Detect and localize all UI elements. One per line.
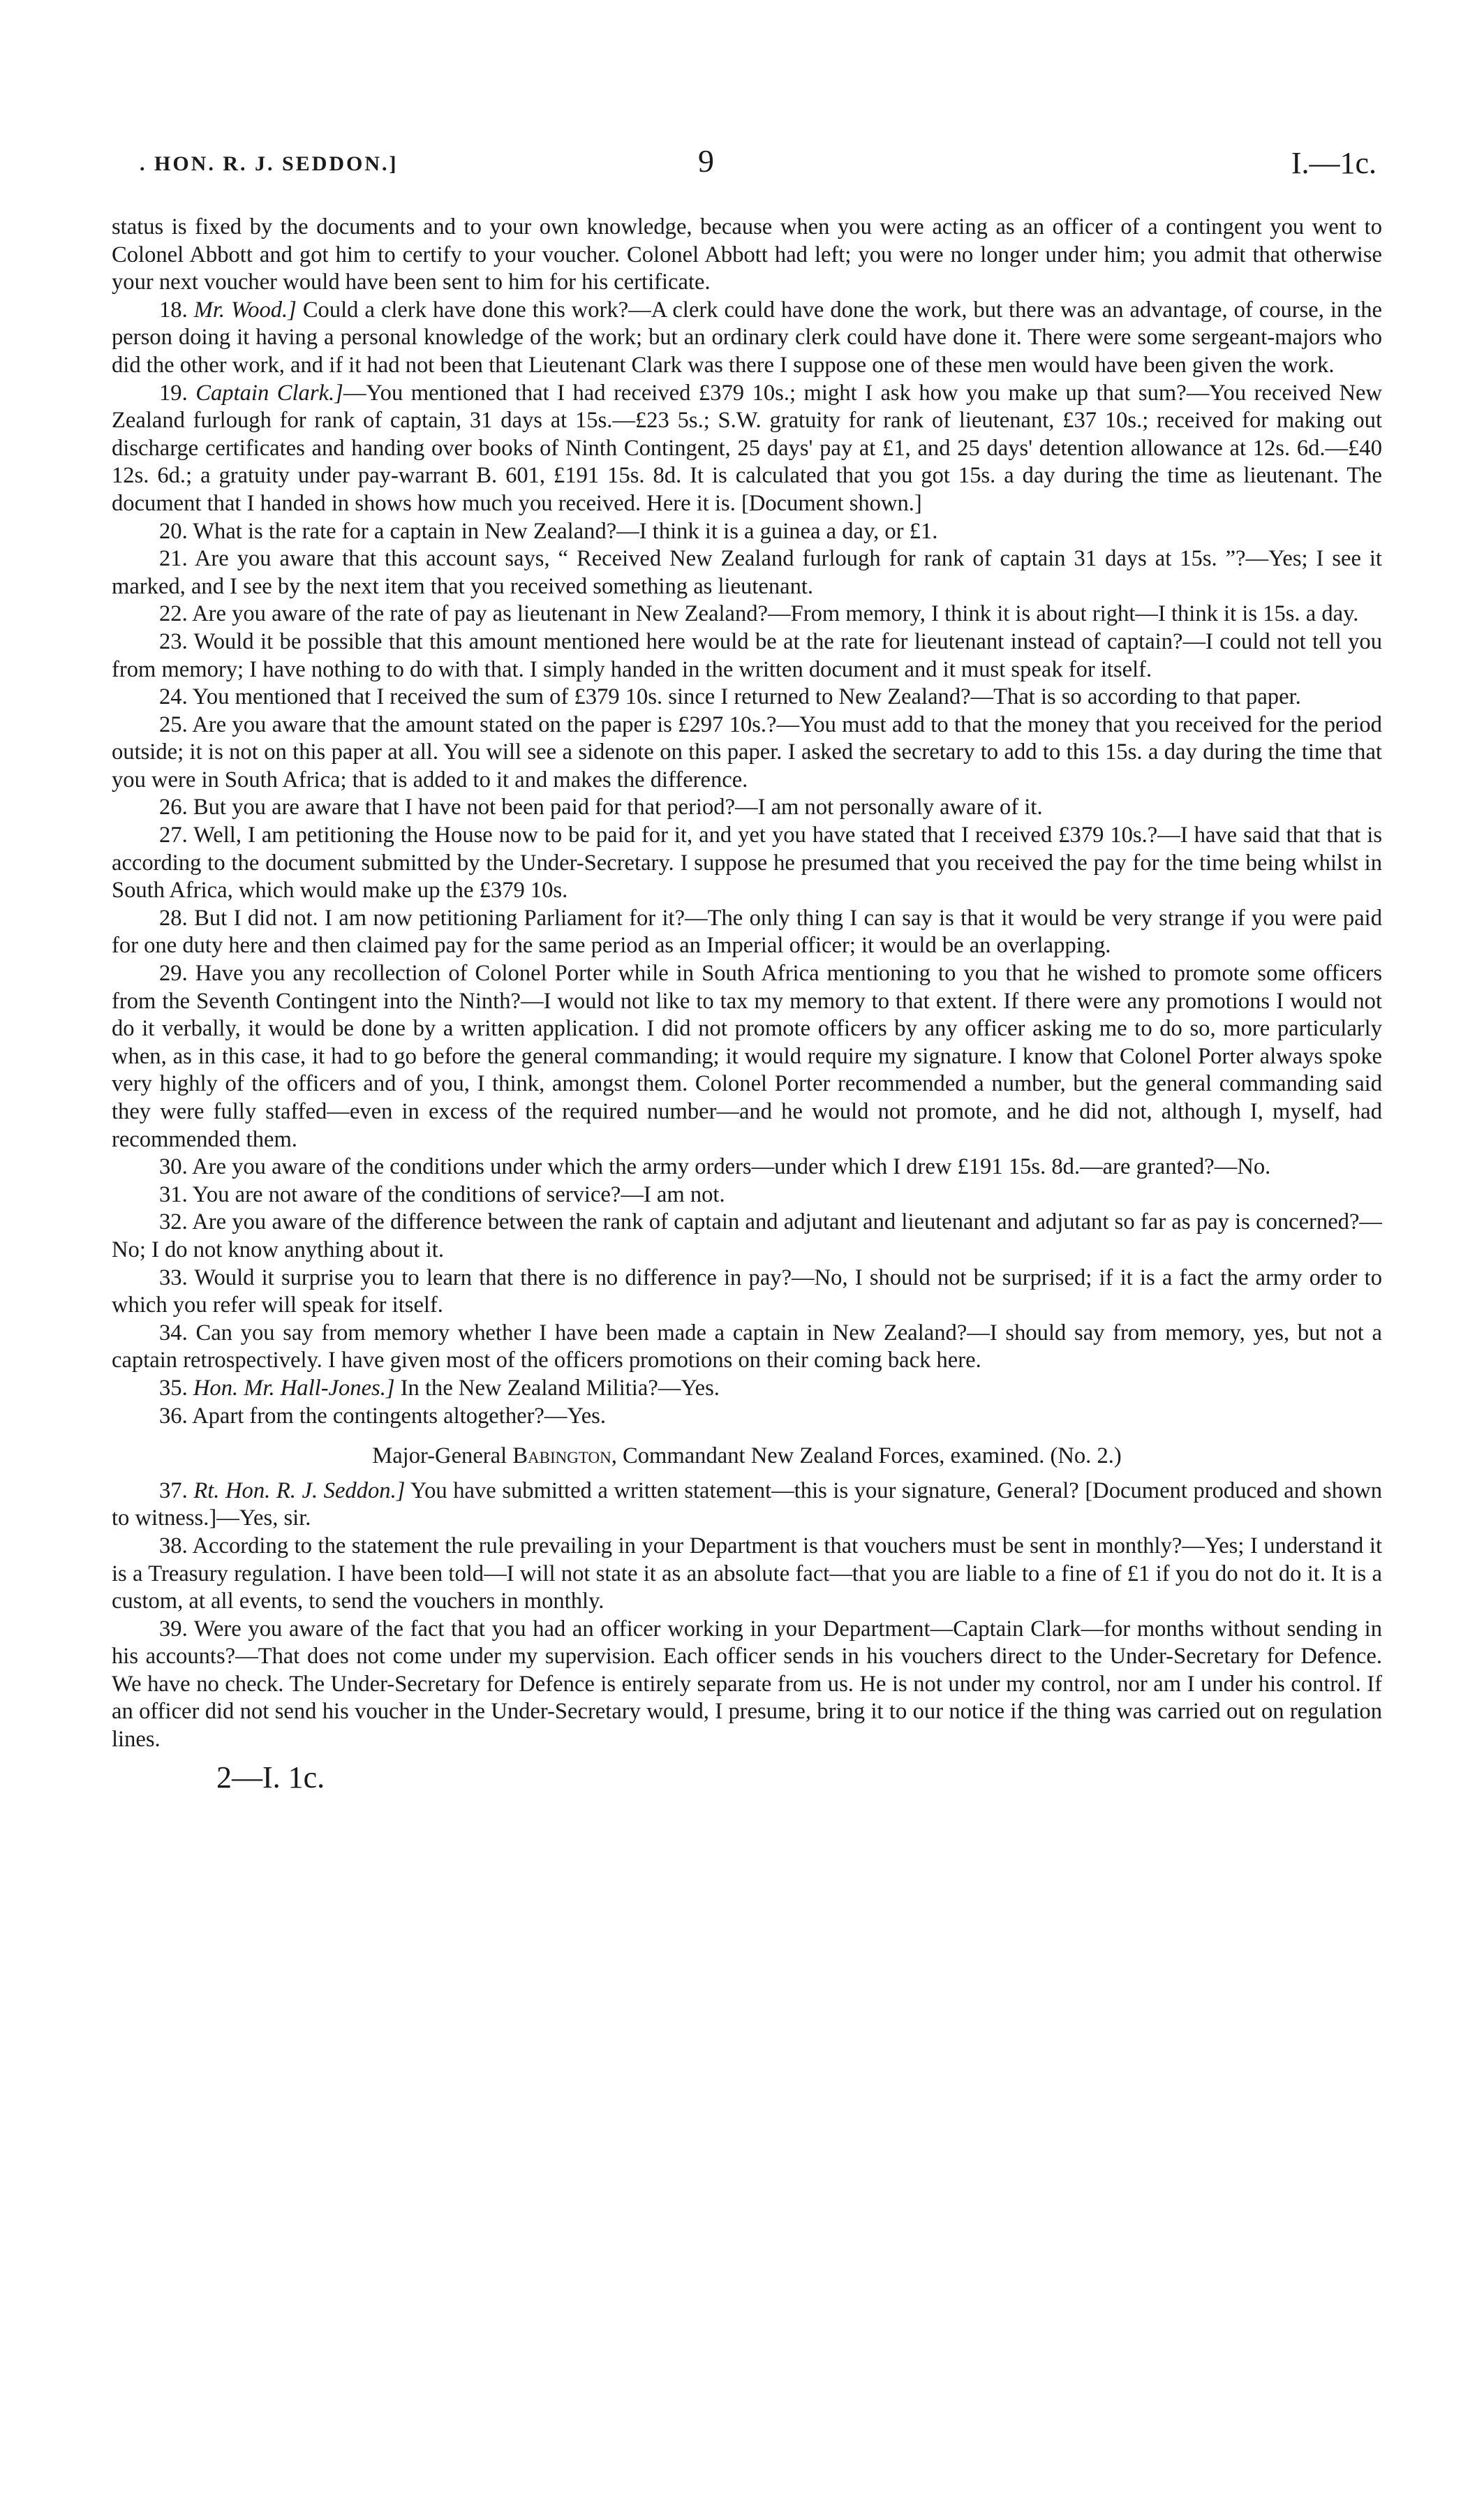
paragraph-text: Are you aware of the conditions under which the army orders—under which I drew £191 15s. 8d.—are granted?—No. bbox=[192, 1154, 1271, 1180]
question-answer-paragraph bbox=[112, 1533, 1382, 1616]
question-number: 25. bbox=[159, 712, 188, 737]
page-header bbox=[112, 140, 1382, 196]
question-answer-paragraph bbox=[112, 600, 1382, 628]
paragraph-text: Are you aware of the rate of pay as lieutenant in New Zealand?—From memory, I think it is about right—I think it is 15s. a day. bbox=[192, 601, 1359, 627]
running-head: . HON. R. J. SEDDON.] bbox=[140, 152, 399, 175]
signature-mark: 2—I. 1c. bbox=[216, 1760, 325, 1794]
question-answer-paragraph bbox=[112, 297, 1382, 380]
question-answer-paragraph bbox=[112, 712, 1382, 795]
question-number: 19. bbox=[159, 380, 188, 406]
paragraph-text: Were you aware of the fact that you had an officer working in your Department—Captain Clark—for months without sending in his accounts?—That does not come under my supervision. Each officer sends in his vouchers direct to the Under-Secretary for Defence. We have no check. The Under-Secretary for Defence is entirely separate from us. He is not under my control, nor am I under his control. If an officer did not send his voucher in the Under-Secretary would, I presume, bring it to our notice if the thing was carried out on regulation lines. bbox=[112, 1616, 1382, 1753]
paragraph-text: Are you aware that this account says, “ Received New Zealand furlough for rank of captain 31 days at 15s. ”?—Yes; I see it marked, and I see by the next item that you received something as lieutenant. bbox=[112, 546, 1382, 599]
question-answer-paragraph bbox=[112, 214, 1382, 297]
question-number: 35. bbox=[159, 1375, 188, 1401]
question-number: 28. bbox=[159, 905, 188, 931]
paragraph-text: Would it be possible that this amount mentioned here would be at the rate for lieutenant instead of captain?—I could not tell you from memory; I have nothing to do with that. I simply handed in the written document and it must speak for itself. bbox=[112, 628, 1383, 682]
paragraph-text: status is fixed by the documents and to your own knowledge, because when you were acting as an officer of a contingent you went to Colonel Abbott and got him to certify to your voucher. Colonel Abbott had left; you were no longer under him; you admit that otherwise your next voucher would have been sent to him for his certificate. bbox=[112, 214, 1382, 295]
question-number: 27. bbox=[159, 823, 188, 848]
testimony-section-1 bbox=[112, 214, 1382, 1430]
question-answer-paragraph bbox=[112, 822, 1382, 905]
question-answer-paragraph bbox=[112, 960, 1382, 1153]
paragraph-text: You mentioned that I received the sum of £379 10s. since I returned to New Zealand?—That is so according to that paper. bbox=[192, 684, 1301, 710]
speaker-name: Hon. Mr. Hall-Jones.] bbox=[193, 1375, 395, 1401]
question-number: 37. bbox=[159, 1477, 188, 1503]
question-number: 21. bbox=[159, 546, 188, 572]
document-page bbox=[112, 140, 1382, 1795]
question-answer-paragraph bbox=[112, 1375, 1382, 1403]
document-reference: I.—1c. bbox=[1291, 146, 1377, 180]
question-answer-paragraph bbox=[112, 628, 1382, 684]
question-number: 34. bbox=[159, 1320, 188, 1346]
paragraph-text: According to the statement the rule prevailing in your Department is that vouchers must be sent in monthly?—Yes; I understand it is a Treasury regulation. I have been told—I will not state it as an absolute fact—that you are liable to a fine of £1 if you do not do it. It is a custom, at all events, to send the vouchers in monthly. bbox=[112, 1533, 1382, 1614]
question-number: 18. bbox=[159, 297, 188, 323]
question-number: 29. bbox=[159, 961, 188, 987]
paragraph-text: What is the rate for a captain in New Zealand?—I think it is a guinea a day, or £1. bbox=[193, 518, 938, 544]
paragraph-text: —You mentioned that I had received £379 10s.; might I ask how you make up that sum?—You received New Zealand furlough for rank of captain, 31 days at 15s.—£23 5s.; S.W. gratuity for rank of lieutenant, £37 10s.; received for making out discharge certificates and handing over books of Ninth Contingent, 25 days' pay at £1, and 25 days' detention allowance at 12s. 6d.—£40 12s. 6d.; a gratuity under pay-warrant B. 601, £191 15s. 8d. It is calculated that you got 15s. a day during the time as lieutenant. The document that I handed in shows how much you received. Here it is. [Document shown.] bbox=[112, 380, 1382, 516]
paragraph-text: Well, I am petitioning the House now to be paid for it, and yet you have stated that I received £379 10s.?—I have said that that is according to the document submitted by the Under-Secretary. I suppose he presumed that you received the pay for the time being whilst in South Africa, which would make up the £379 10s. bbox=[112, 823, 1382, 904]
question-answer-paragraph bbox=[112, 1265, 1382, 1320]
paragraph-text: Apart from the contingents altogether?—Yes. bbox=[192, 1403, 607, 1429]
paragraph-text: In the New Zealand Militia?—Yes. bbox=[394, 1375, 720, 1401]
question-answer-paragraph bbox=[112, 794, 1382, 822]
question-number: 38. bbox=[159, 1533, 188, 1558]
paragraph-text: Can you say from memory whether I have been made a captain in New Zealand?—I should say from memory, yes, but not a captain retrospectively. I have given most of the officers promotions on their coming back here. bbox=[112, 1320, 1382, 1373]
question-answer-paragraph bbox=[112, 518, 1382, 546]
question-answer-paragraph bbox=[112, 684, 1382, 712]
question-number: 26. bbox=[159, 795, 188, 820]
speaker-name: Captain Clark.] bbox=[195, 380, 343, 406]
question-answer-paragraph bbox=[112, 1181, 1382, 1209]
question-answer-paragraph bbox=[112, 1477, 1382, 1533]
paragraph-text: Would it surprise you to learn that there is no difference in pay?—No, I should not be surprised; if it is a fact the army order to which you refer will speak for itself. bbox=[112, 1265, 1382, 1318]
question-answer-paragraph bbox=[112, 1320, 1382, 1375]
testimony-section-2 bbox=[112, 1477, 1382, 1754]
speaker-name: Rt. Hon. R. J. Seddon.] bbox=[193, 1477, 406, 1503]
question-number: 23. bbox=[159, 628, 188, 654]
paragraph-text: But I did not. I am now petitioning Parliament for it?—The only thing I can say is that it would be very strange if you were paid for one duty here and then claimed pay for the same period as an Imperial officer; it would be an overlapping. bbox=[112, 905, 1382, 959]
question-answer-paragraph bbox=[112, 1153, 1382, 1181]
question-answer-paragraph bbox=[112, 545, 1382, 600]
question-number: 32. bbox=[159, 1209, 188, 1235]
question-answer-paragraph bbox=[112, 1403, 1382, 1431]
page-number: 9 bbox=[698, 143, 714, 179]
paragraph-text: Could a clerk have done this work?—A clerk could have done the work, but there was an advantage, of course, in the person doing it having a personal knowledge of the work; but an ordinary clerk could have done it. There were some sergeant-majors who did the other work, and if it had not been that Lieutenant Clark was there I suppose one of these men would have been given the work. bbox=[112, 297, 1382, 378]
paragraph-text: Are you aware that the amount stated on the paper is £297 10s.?—You must add to that the money that you received for the period outside; it is not on this paper at all. You will see a sidenote on this paper. I asked the secretary to add to this 15s. a day during the time that you were in South Africa; that is added to it and makes the difference. bbox=[112, 712, 1382, 793]
paragraph-text: Have you any recollection of Colonel Porter while in South Africa mentioning to you that he wished to promote some officers from the Seventh Contingent into the Ninth?—I would not like to tax my memory to that extent. If there were any promotions I would not do it verbally, it would be done by a written application. I did not promote officers by any officer asking me to do so, more particularly when, as in this case, it had to go before the general commanding; it would require my signature. I know that Colonel Porter always spoke very highly of the officers and of you, I think, amongst them. Colonel Porter recommended a number, but the general commanding said they were fully staffed—even in excess of the required number—and he would not promote, and he did not, although I, myself, had recommended them. bbox=[112, 961, 1382, 1152]
question-number: 24. bbox=[159, 684, 188, 710]
question-answer-paragraph bbox=[112, 905, 1382, 960]
question-number: 33. bbox=[159, 1265, 188, 1290]
paragraph-text: You have submitted a written statement—this is your signature, General? [Document produced and shown to witness.]—Yes, sir. bbox=[112, 1477, 1382, 1531]
paragraph-text: But you are aware that I have not been paid for that period?—I am not personally aware of it. bbox=[193, 795, 1043, 820]
testimony-body bbox=[112, 214, 1382, 1754]
question-number: 22. bbox=[159, 601, 188, 627]
speaker-name: Mr. Wood.] bbox=[193, 297, 297, 323]
paragraph-text: Are you aware of the difference between the rank of captain and adjutant and lieutenant and adjutant so far as pay is concerned?—No; I do not know anything about it. bbox=[112, 1209, 1382, 1262]
paragraph-text: You are not aware of the conditions of service?—I am not. bbox=[192, 1181, 725, 1207]
question-number: 31. bbox=[159, 1181, 188, 1207]
question-number: 30. bbox=[159, 1154, 188, 1180]
question-number: 20. bbox=[159, 518, 188, 544]
question-answer-paragraph bbox=[112, 1209, 1382, 1264]
section-heading: Major-General Babington, Commandant New Zealand Forces, examined. (No. 2.) bbox=[372, 1443, 1122, 1469]
question-answer-paragraph bbox=[112, 1616, 1382, 1754]
question-answer-paragraph bbox=[112, 380, 1382, 518]
question-number: 39. bbox=[159, 1616, 188, 1642]
question-number: 36. bbox=[159, 1403, 188, 1429]
